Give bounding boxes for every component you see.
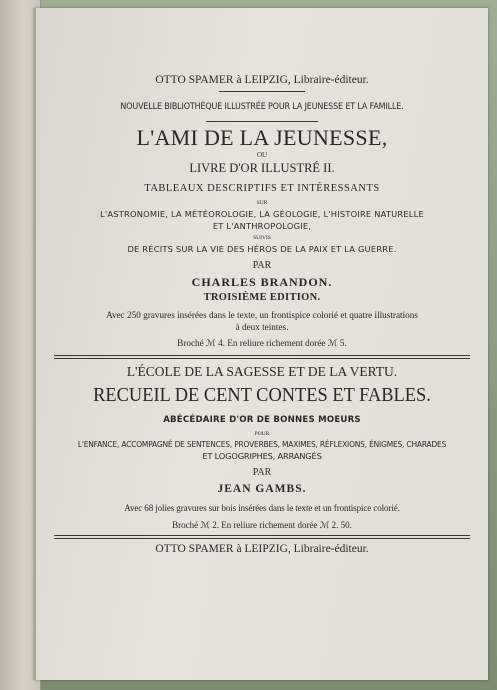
publisher-header: OTTO SPAMER à LEIPZIG, Libraire-éditeur. — [155, 74, 369, 86]
short-rule — [219, 91, 305, 92]
book2-author: JEAN GAMBS. — [217, 483, 307, 495]
book1-title: L'AMI DE LA JEUNESSE, — [136, 125, 388, 150]
book1-suivis: SUIVIS — [253, 235, 271, 241]
book2-price: Broché ℳ 2. En reliure richement dorée ℳ 2. 50. — [172, 520, 352, 530]
book1-sur: SUR — [256, 200, 268, 206]
book2-illustrations: Avec 68 jolies gravures sur bois insérées dans le texte et un frontispice colorié. — [124, 503, 400, 513]
series-line: NOUVELLE BIBLIOTHÈQUE ILLUSTRÉE POUR LA JEUNESSE ET LA FAMILLE. — [120, 102, 404, 112]
book2-par: PAR — [252, 467, 272, 478]
book1-desc-2: à deux teintes. — [235, 322, 289, 332]
book2-desc-1: L'ENFANCE, ACCOMPAGNÉ DE SENTENCES, PROVERBES, MAXIMES, RÉFLEXIONS, ÉNIGMES, CHARADES — [77, 439, 447, 449]
section-divider — [54, 535, 470, 539]
book1-subtitle: LIVRE D'OR ILLUSTRÉ II. — [189, 161, 335, 175]
publisher-footer: OTTO SPAMER à LEIPZIG, Libraire-éditeur. — [155, 543, 369, 555]
book1-topics-1: L'ASTRONOMIE, LA MÉTÉOROLOGIE, LA GÉOLOGIE, L'HISTOIRE NATURELLE — [100, 209, 424, 219]
book1-tableaux: TABLEAUX DESCRIPTIFS ET INTÉRESSANTS — [144, 183, 380, 194]
book2-title: RECUEIL DE CENT CONTES ET FABLES. — [93, 384, 431, 406]
book-page — [34, 8, 488, 680]
book2-abecedaire: ABÉCÉDAIRE D'OR DE BONNES MOEURS — [163, 415, 361, 425]
short-rule — [206, 121, 318, 122]
book2-pour: POUR — [254, 431, 270, 437]
book1-author: CHARLES BRANDON. — [191, 275, 333, 289]
advertisement-content — [36, 8, 488, 680]
book1-par: PAR — [252, 260, 272, 271]
book1-ou: OU — [256, 151, 268, 159]
book1-edition: TROISIÈME EDITION. — [203, 292, 321, 303]
book1-topics-2: ET L'ANTHROPOLOGIE, — [212, 221, 312, 231]
book1-price: Broché ℳ 4. En reliure richement dorée ℳ 5. — [177, 338, 347, 348]
section-divider — [54, 355, 470, 359]
book2-desc-2: ET LOGOGRIPHES, ARRANGÉS — [202, 451, 322, 461]
book2-pre-title: L'ÉCOLE DE LA SAGESSE ET DE LA VERTU. — [126, 364, 398, 379]
book1-desc-1: Avec 250 gravures insérées dans le texte, un frontispice colorié et quatre illustrations — [106, 310, 418, 320]
book1-recits: DE RÉCITS SUR LA VIE DES HÉROS DE LA PAIX ET LA GUERRE. — [127, 244, 397, 254]
